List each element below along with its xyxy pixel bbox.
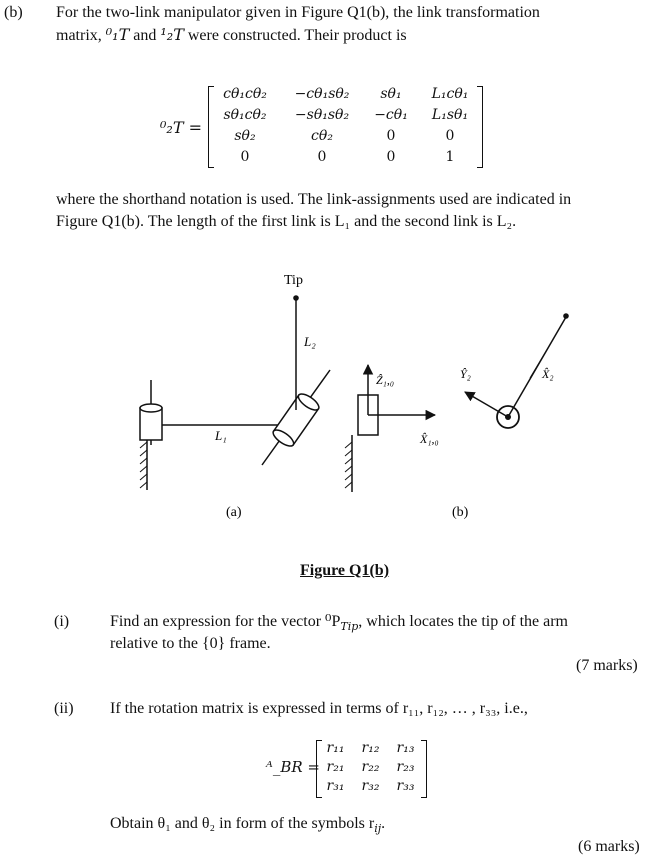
subfigure-a-label: (a) bbox=[226, 505, 242, 520]
rot-cell: r₃₂ bbox=[361, 778, 380, 794]
label-Y2: Ŷ₂ bbox=[460, 367, 471, 381]
after-matrix-line-2: Figure Q1(b). The length of the first link is L₁ and the second link is L₂. bbox=[56, 213, 517, 230]
matrix-row-1 bbox=[210, 86, 480, 106]
question-i-label: (i) bbox=[54, 613, 70, 630]
matrix-cell: 0 bbox=[317, 149, 327, 165]
subfigure-b-label: (b) bbox=[452, 505, 469, 520]
matrix-T-lhs: ⁰₂T = bbox=[160, 118, 202, 137]
question-i-text-b: , which locates the tip of the arm bbox=[358, 613, 568, 630]
intro-line-2-a: matrix, bbox=[56, 27, 106, 44]
matrix-cell: cθ₁cθ₂ bbox=[223, 86, 267, 102]
matrix-cell: sθ₁ bbox=[380, 86, 402, 102]
question-ii-obtain-end: . bbox=[381, 815, 386, 832]
matrix-cell: sθ₂ bbox=[234, 128, 256, 144]
rot-cell: r₂₃ bbox=[396, 759, 415, 775]
label-Z10: Ẑ₁,₀ bbox=[376, 373, 395, 387]
matrix-row-3 bbox=[210, 128, 480, 148]
intro-line-1: For the two-link manipulator given in Figure Q1(b), the link transformation bbox=[56, 4, 540, 21]
ground-hatch bbox=[140, 442, 147, 488]
rot-cell: r₁₁ bbox=[326, 740, 345, 756]
question-i-text-a: Find an expression for the vector ⁰P bbox=[110, 613, 341, 630]
rot-cell: r₁₃ bbox=[396, 740, 415, 756]
tip-point-b bbox=[563, 313, 569, 319]
question-ii-obtain bbox=[110, 813, 385, 840]
matrix-cell: 0 bbox=[240, 149, 250, 165]
matrix-cell: 1 bbox=[445, 149, 455, 165]
question-i-marks: (7 marks) bbox=[576, 657, 638, 674]
question-ii-line-1: If the rotation matrix is expressed in terms of r₁₁, r₁₂, … , r₃₃, i.e., bbox=[110, 700, 528, 717]
intro-line-2 bbox=[56, 24, 407, 47]
rot-cell: r₂₂ bbox=[361, 759, 380, 775]
Y2-axis-arrow bbox=[465, 392, 508, 417]
figure-q1b bbox=[0, 260, 650, 540]
intro-line-2-b: were constructed. Their product is bbox=[183, 27, 407, 44]
label-tip: Tip bbox=[284, 273, 303, 288]
transform-matrix bbox=[150, 84, 490, 174]
ground-hatch-b bbox=[345, 442, 352, 488]
manipulator-a bbox=[140, 273, 330, 490]
matrix-cell: L₁cθ₁ bbox=[431, 86, 469, 102]
label-L1: L₁ bbox=[215, 428, 227, 443]
matrix-cell: −sθ₁sθ₂ bbox=[294, 107, 350, 123]
question-ii-label: (ii) bbox=[54, 700, 74, 717]
question-ii-obtain-text: Obtain θ₁ and θ₂ in form of the symbols r bbox=[110, 815, 375, 832]
question-ii-obtain-sub: ij bbox=[374, 822, 382, 836]
matrix-cell: 0 bbox=[445, 128, 455, 144]
matrix-T12-symbol: ¹₂T bbox=[160, 25, 184, 44]
matrix-cell: −cθ₁sθ₂ bbox=[294, 86, 350, 102]
joint1-cylinder-top bbox=[140, 404, 162, 412]
question-i-sub: Tip bbox=[340, 620, 359, 634]
matrix-cell: L₁sθ₁ bbox=[431, 107, 469, 123]
figure-caption: Figure Q1(b) bbox=[300, 562, 390, 579]
matrix-cell: −cθ₁ bbox=[374, 107, 408, 123]
tip-point bbox=[293, 295, 299, 301]
manipulator-b bbox=[345, 313, 569, 492]
matrix-cell: sθ₁cθ₂ bbox=[223, 107, 267, 123]
matrix-cell: 0 bbox=[386, 128, 396, 144]
rotation-matrix-lhs: ᴬ_BR = bbox=[266, 758, 320, 776]
rot-cell: r₁₂ bbox=[361, 740, 380, 756]
rot-cell: r₂₁ bbox=[326, 759, 345, 775]
matrix-T01-symbol: ⁰₁T bbox=[105, 25, 130, 44]
label-L2: L₂ bbox=[304, 334, 316, 349]
matrix-row-2 bbox=[210, 107, 480, 127]
matrix-cell: cθ₂ bbox=[311, 128, 333, 144]
matrix-row-4 bbox=[210, 149, 480, 169]
rot-cell: r₃₁ bbox=[326, 778, 345, 794]
label-X10: X̂₁,₀ bbox=[420, 432, 439, 446]
rotation-matrix bbox=[266, 738, 446, 800]
rot-cell: r₃₃ bbox=[396, 778, 415, 794]
matrix-cell: 0 bbox=[386, 149, 396, 165]
joint1-cylinder bbox=[140, 408, 162, 440]
question-i-line-2: relative to the {0} frame. bbox=[110, 635, 271, 652]
after-matrix-line-1: where the shorthand notation is used. The link-assignments used are indicated in bbox=[56, 191, 572, 208]
part-label: (b) bbox=[4, 4, 23, 21]
intro-line-2-and: and bbox=[129, 27, 161, 44]
question-ii-marks: (6 marks) bbox=[578, 838, 640, 855]
label-X2: X̂₂ bbox=[542, 367, 554, 381]
